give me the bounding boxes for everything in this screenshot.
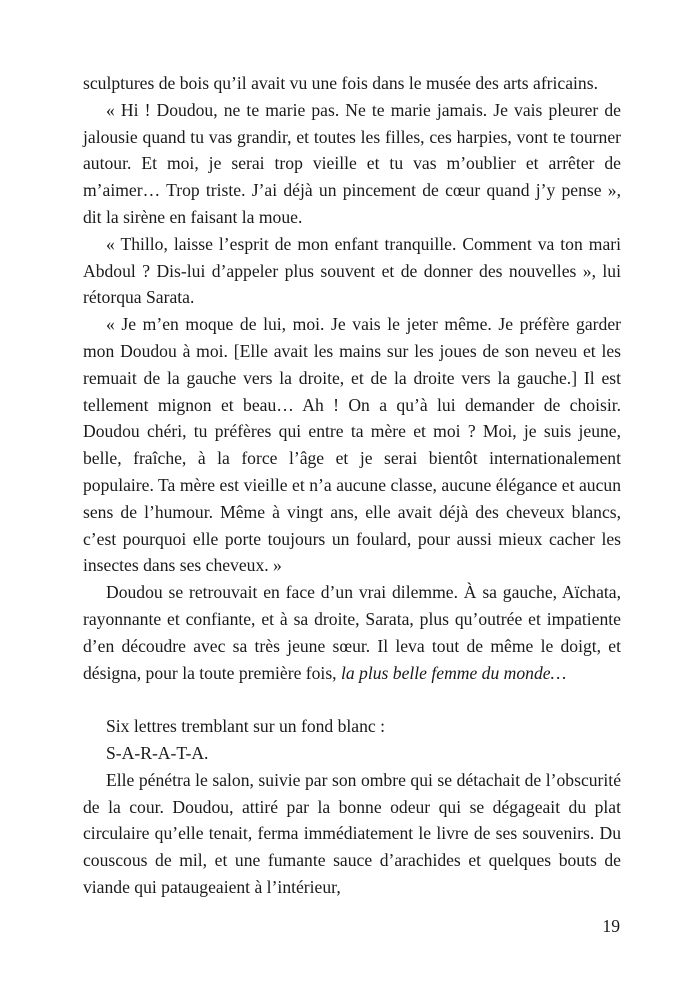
paragraph-3: « Thillo, laisse l’esprit de mon enfant tranquille. Comment va ton mari Abdoul ? Dis-lui d’appeler plus souvent et de donner des nouvelles », lui rétorqua Sarata.: [83, 233, 621, 308]
scene-break: [83, 686, 621, 713]
paragraph-7: S-A-R-A-T-A.: [106, 742, 209, 763]
paragraph-6: Six lettres tremblant sur un fond blanc :: [106, 716, 386, 737]
paragraph-2: « Hi ! Doudou, ne te marie pas. Ne te marie jamais. Je vais pleurer de jalousie quand tu vas grandir, et toutes les filles, ces harpies, vont te tourner autour. Et moi, je serai trop vieille et tu vas m’oublier et arrêter de m’aimer… Trop triste. J’ai déjà un pincement de cœur quand j’y pense », dit la sirène en faisant la moue.: [83, 99, 621, 227]
paragraph-5-text: Doudou se retrouvait en face d’un vrai dilemme. À sa gauche, Aïchata, rayonnante et confiante, et à sa droite, Sarata, plus qu’outrée et impatiente d’en découdre avec sa très jeune sœur. Il leva tout de même le doigt, et désigna, pour la toute première fois,: [83, 582, 621, 683]
paragraph-1: sculptures de bois qu’il avait vu une fois dans le musée des arts africains.: [83, 73, 598, 93]
paragraph-5: [83, 579, 621, 686]
paragraph-5-italic: la plus belle femme du monde…: [340, 662, 567, 683]
page-number: 19: [602, 916, 620, 936]
paragraph-8: Elle pénétra le salon, suivie par son ombre qui se détachait de l’obscurité de la cour. Doudou, attiré par la bonne odeur qui se dégageait du plat circulaire qu’elle tenait, ferma immédiatement le livre de ses souvenirs. Du couscous de mil, et une fumante sauce d’arachides et quelques bouts de viande qui pataugeaient à l’intérieur,: [83, 769, 621, 897]
body-text: [83, 70, 621, 901]
paragraph-4: « Je m’en moque de lui, moi. Je vais le jeter même. Je préfère garder mon Doudou à moi. [Elle avait les mains sur les joues de son neveu et les remuait de la gauche vers la droite, et de la droite vers la gauche.] Il est tellement mignon et beau… Ah ! On a qu’à lui demander de choisir. Doudou chéri, tu préfères qui entre ta mère et moi ? Moi, je suis jeune, belle, fraîche, à la force l’âge et je serai bientôt internationalement populaire. Ta mère est vieille et n’a aucune classe, aucune élégance et aucun sens de l’humour. Même à vingt ans, elle avait déjà des cheveux blancs, c’est pourquoi elle porte toujours un foulard, pour aussi mieux cacher les insectes dans ses cheveux. »: [83, 314, 621, 576]
